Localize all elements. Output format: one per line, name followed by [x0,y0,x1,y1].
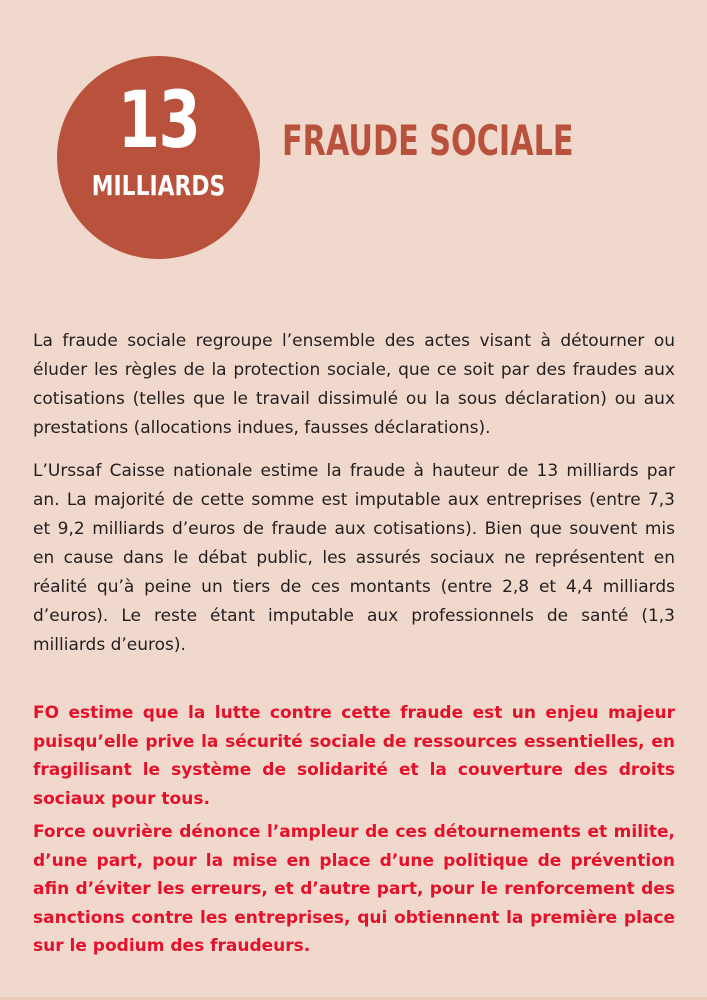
estimate-paragraph: L’Urssaf Caisse nationale estime la fraude à hauteur de 13 milliards par an. La majorité de cette somme est imputable aux entreprises (entre 7,3 et 9,2 milliards d’euros de fraude aux cotisations). Bien que souvent mis en cause dans le débat public, les assurés sociaux ne représentent en réalité qu’à peine un tiers de ces montants (entre 2,8 et 4,4 milliards d’euros). Le reste étant imputable aux professionnels de santé (1,3 milliards d’euros). [33,461,675,655]
badge-number: 13 [117,76,200,166]
page-title: FRAUDE SOCIALE [282,116,574,165]
fo-position-paragraph: FO estime que la lutte contre cette fraude est un enjeu majeur puisqu’elle prive la sécurité sociale de ressources essentielles, en fragilisant le système de solidarité et la couverture des droits sociaux pour tous. [33,703,675,809]
figure-badge [57,56,260,259]
badge-unit: MILLIARDS [91,169,226,202]
intro-paragraph: La fraude sociale regroupe l’ensemble des actes visant à détourner ou éluder les règles de la protection sociale, que ce soit par des fraudes aux cotisations (telles que le travail dissimulé ou la sous déclaration) ou aux prestations (allocations indues, fausses déclarations). [33,331,675,438]
fo-demands-paragraph: Force ouvrière dénonce l’ampleur de ces détournements et milite, d’une part, pour la mise en place d’une politique de prévention afin d’éviter les erreurs, et d’autre part, pour le renforcement des sanctions contre les entreprises, qui obtiennent la première place sur le podium des fraudeurs. [33,822,675,956]
